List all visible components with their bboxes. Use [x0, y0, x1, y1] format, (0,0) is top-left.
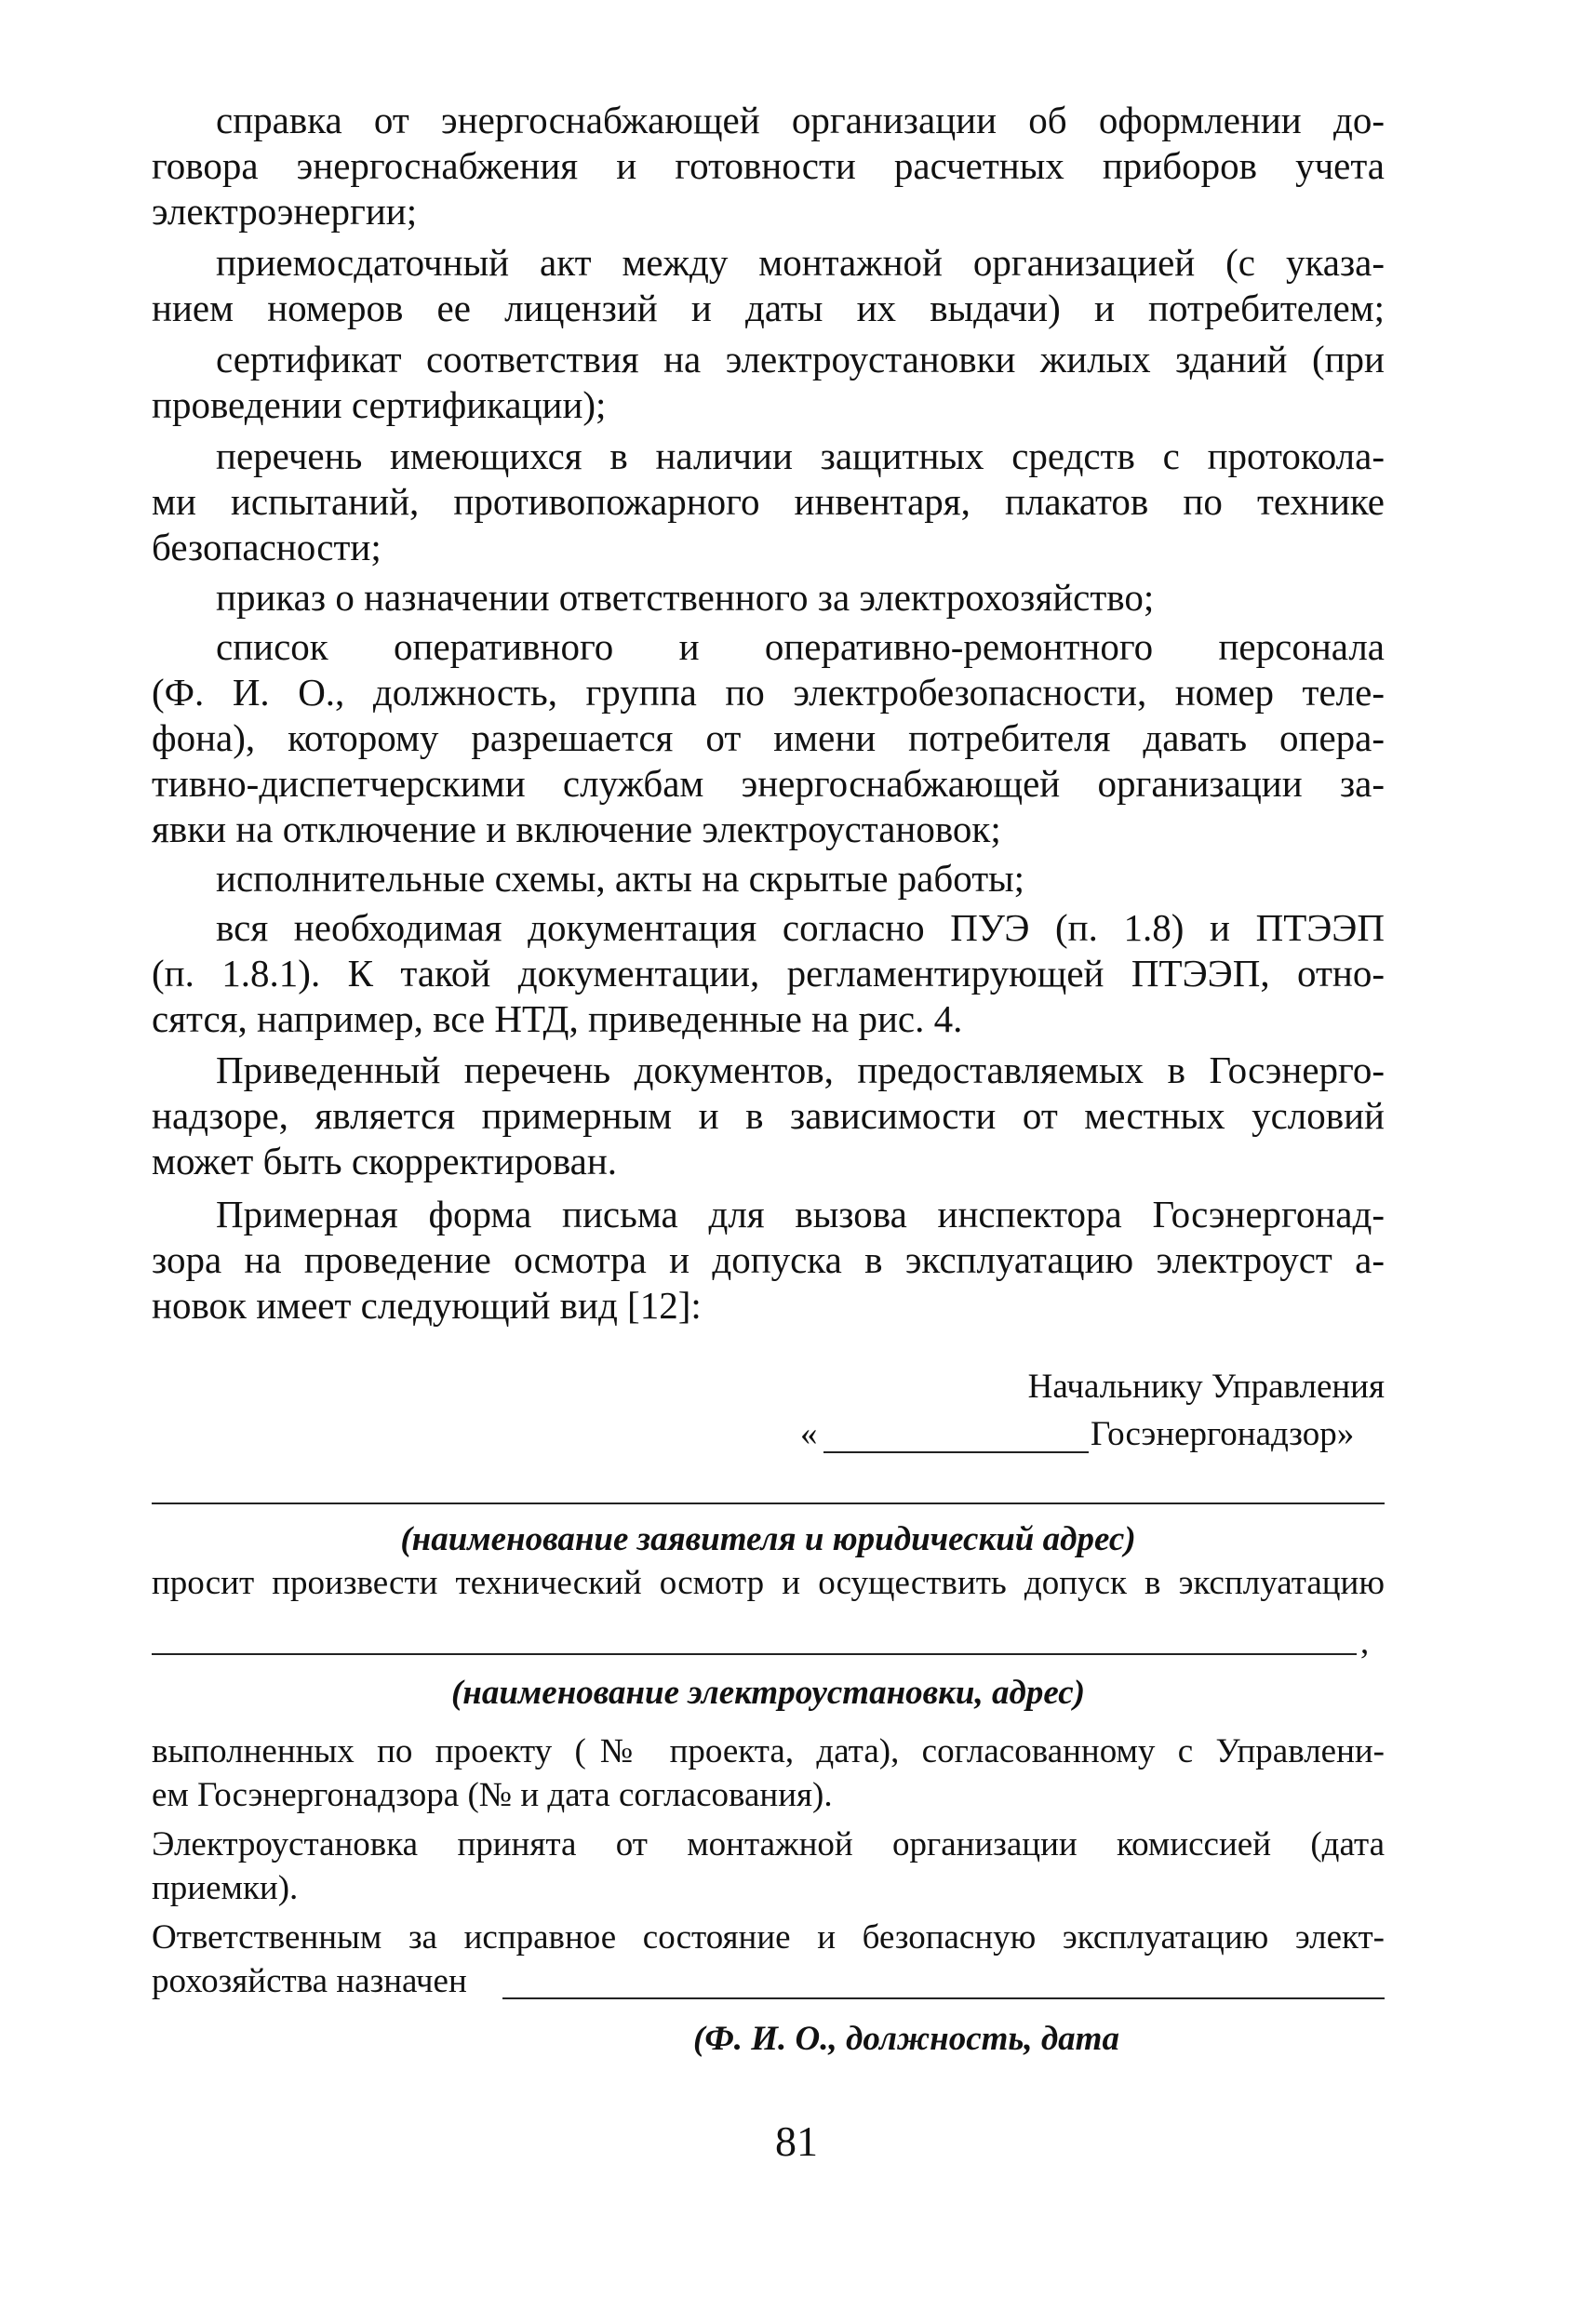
- text-line: (п. 1.8.1). К такой документации, регламентирующей ПТЭЭП, отно-: [152, 952, 1385, 995]
- text-line: зора на проведение осмотра и допуска в эксплуатацию электроуст а-: [152, 1238, 1385, 1281]
- text-line: приказ о назначении ответственного за электрохозяйство;: [216, 576, 1155, 619]
- letter-text-line: Ответственным за исправное состояние и безопасную эксплуатацию элект-: [152, 1918, 1385, 1957]
- text-line: вся необходимая документация согласно ПУЭ (п. 1.8) и ПТЭЭП: [216, 906, 1385, 949]
- text-line: список оперативного и оперативно-ремонтного персонала: [216, 625, 1385, 668]
- text-line: сертификат соответствия на электроустановки жилых зданий (при: [216, 338, 1385, 381]
- text-line: (Ф. И. О., должность, группа по электробезопасности, номер теле-: [152, 671, 1385, 714]
- text-line: перечень имеющихся в наличии защитных средств с протокола-: [216, 434, 1385, 477]
- addressee-line-1: Начальнику Управления: [1027, 1368, 1385, 1406]
- text-line: фона), которому разрешается от имени потребителя давать опера-: [152, 716, 1385, 759]
- letter-text-line: выполненных по проекту (№ проекта, дата), согласованному с Управлени-: [152, 1732, 1385, 1770]
- text-line: может быть скорректирован.: [152, 1140, 618, 1182]
- caption-installation: (наименование электроустановки, адрес): [450, 1674, 1086, 1712]
- request-line: просит произвести технический осмотр и осуществить допуск в эксплуатацию: [152, 1564, 1385, 1602]
- text-line: явки на отключение и включение электроустановок;: [152, 808, 1001, 850]
- text-line: тивно-диспетчерскими службам энергоснабжающей организации за-: [152, 762, 1385, 805]
- text-line: исполнительные схемы, акты на скрытые работы;: [216, 857, 1025, 900]
- text-line: ми испытаний, противопожарного инвентаря, плакатов по технике: [152, 480, 1385, 523]
- applicant-blank: [152, 1503, 1385, 1504]
- text-line: справка от энергоснабжающей организации об оформлении до-: [216, 99, 1385, 141]
- letter-text-line: рохозяйства назначен: [152, 1962, 467, 2000]
- text-line: сятся, например, все НТД, приведенные на рис. 4.: [152, 997, 963, 1040]
- text-line: говора энергоснабжения и готовности расчетных приборов учета: [152, 144, 1385, 187]
- comma: ,: [1360, 1623, 1370, 1662]
- caption-person: (Ф. И. О., должность, дата: [693, 2020, 1119, 2058]
- quote-open: «: [800, 1415, 818, 1453]
- text-line: новок имеет следующий вид [12]:: [152, 1284, 702, 1327]
- letter-text-line: приемки).: [152, 1869, 299, 1907]
- page-number: 81: [775, 2117, 818, 2165]
- letter-text-line: Электроустановка принята от монтажной организации комиссией (дата: [152, 1825, 1385, 1863]
- addressee-line-2: [800, 1412, 818, 1457]
- installation-blank: [152, 1653, 1357, 1655]
- text-line: нием номеров ее лицензий и даты их выдачи) и потребителем;: [152, 287, 1385, 329]
- addressee-blank: [823, 1451, 1089, 1453]
- text-line: надзоре, является примерным и в зависимости от местных условий: [152, 1094, 1385, 1137]
- text-line: Примерная форма письма для вызова инспектора Госэнергонад-: [216, 1193, 1385, 1235]
- text-line: электроэнергии;: [152, 190, 418, 233]
- addressee-org: Госэнергонадзор»: [1091, 1415, 1355, 1453]
- text-line: безопасности;: [152, 526, 382, 568]
- text-line: Приведенный перечень документов, предоставляемых в Госэнерго-: [216, 1048, 1385, 1091]
- caption-applicant: (наименование заявителя и юридический адрес): [400, 1520, 1136, 1558]
- text-line: проведении сертификации);: [152, 383, 607, 426]
- responsible-blank: [502, 1997, 1385, 1999]
- letter-text-line: ем Госэнергонадзора (№ и дата согласования).: [152, 1776, 833, 1814]
- text-line: приемосдаточный акт между монтажной организацией (с указа-: [216, 241, 1385, 284]
